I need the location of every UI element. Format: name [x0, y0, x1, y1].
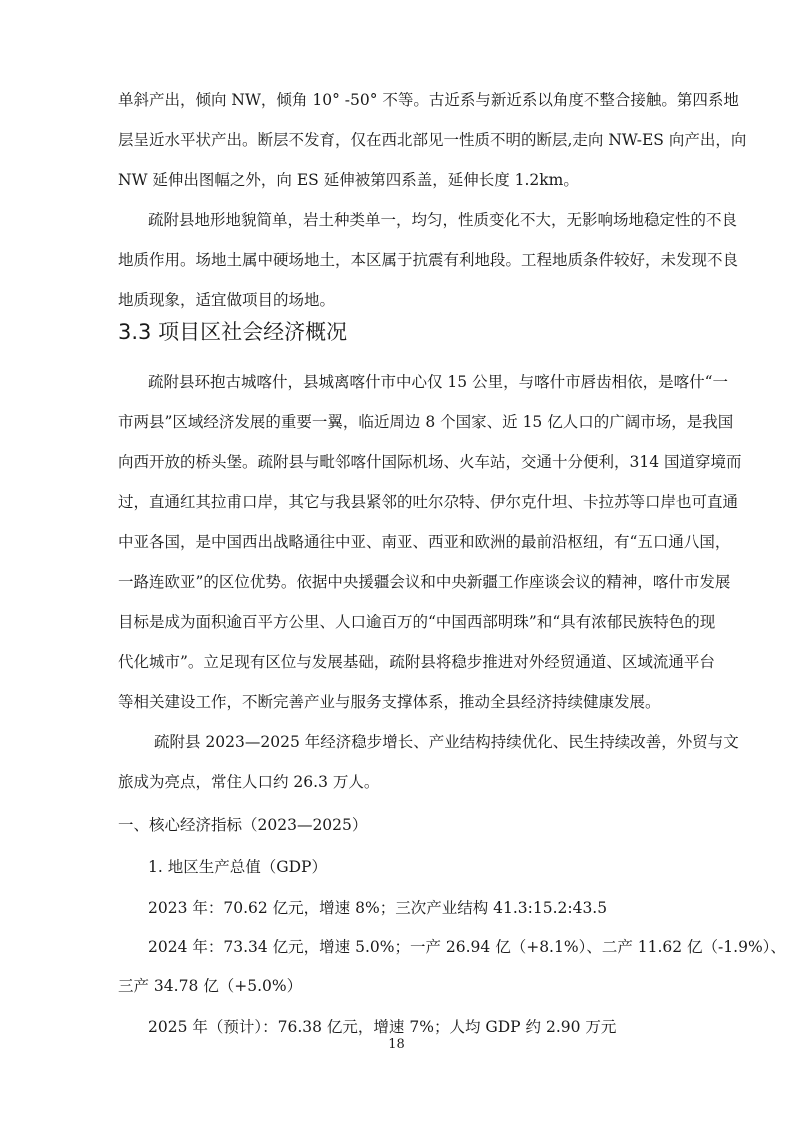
text-line: 地质作用。场地土属中硬场地土，本区属于抗震有利地段。工程地质条件较好，未发现不良 [118, 251, 739, 269]
text-line: 等相关建设工作，不断完善产业与服务支撑体系，推动全县经济持续健康发展。 [118, 693, 661, 711]
text-line: 向西开放的桥头堡。疏附县与毗邻喀什国际机场、火车站，交通十分便利，314 国道穿境而 [118, 453, 742, 471]
subsection-title: 1. 地区生产总值（GDP） [148, 858, 327, 876]
text-line: 单斜产出，倾向 NW，倾角 10° -50° 不等。古近系与新近系以角度不整合接触。第四系地 [118, 91, 739, 109]
section-heading: 3.3 项目区社会经济概况 [118, 320, 348, 344]
text-line: 2024 年：73.34 亿元，增速 5.0%；一产 26.94 亿（+8.1%）、二产 11.62 亿（-1.9%）、 [148, 938, 786, 956]
text-line: 2025 年（预计）：76.38 亿元，增速 7%；人均 GDP 约 2.90 万元 [148, 1018, 617, 1036]
text-line: 三产 34.78 亿（+5.0%） [118, 977, 303, 995]
text-line: NW 延伸出图幅之外，向 ES 延伸被第四系盖，延伸长度 1.2km。 [118, 171, 579, 189]
text-line: 疏附县 2023—2025 年经济稳步增长、产业结构持续优化、民生持续改善，外贸与文 [154, 733, 739, 751]
text-line: 疏附县环抱古城喀什，县城离喀什市中心仅 15 公里，与喀什市唇齿相依，是喀什“一 [148, 373, 729, 391]
text-line: 代化城市”。立足现有区位与发展基础，疏附县将稳步推进对外经贸通道、区域流通平台 [118, 653, 715, 671]
text-line: 层呈近水平状产出。断层不发育，仅在西北部见一性质不明的断层,走向 NW-ES 向产出，向 [118, 131, 747, 149]
text-line: 地质现象，适宜做项目的场地。 [118, 291, 336, 309]
list-heading: 一、核心经济指标（2023—2025） [118, 816, 368, 834]
text-line: 2023 年：70.62 亿元，增速 8%；三次产业结构 41.3:15.2:43.5 [148, 899, 608, 917]
text-line: 市两县”区域经济发展的重要一翼，临近周边 8 个国家、近 15 亿人口的广阔市场，是我国 [118, 413, 734, 431]
text-line: 旅成为亮点，常住人口约 26.3 万人。 [118, 773, 380, 791]
text-line: 疏附县地形地貌简单，岩土种类单一，均匀，性质变化不大，无影响场地稳定性的不良 [148, 211, 738, 229]
text-line: 目标是成为面积逾百平方公里、人口逾百万的“中国西部明珠”和“具有浓郁民族特色的现 [118, 613, 716, 631]
text-line: 中亚各国，是中国西出战略通往中亚、南亚、西亚和欧洲的最前沿枢纽，有“五口通八国， [118, 533, 731, 551]
page-number: 18 [388, 1037, 405, 1052]
text-line: 一路连欧亚”的区位优势。依据中央援疆会议和中央新疆工作座谈会议的精神，喀什市发展 [118, 573, 731, 591]
text-line: 过，直通红其拉甫口岸，其它与我县紧邻的吐尔尕特、伊尔克什坦、卡拉苏等口岸也可直通 [118, 493, 739, 511]
